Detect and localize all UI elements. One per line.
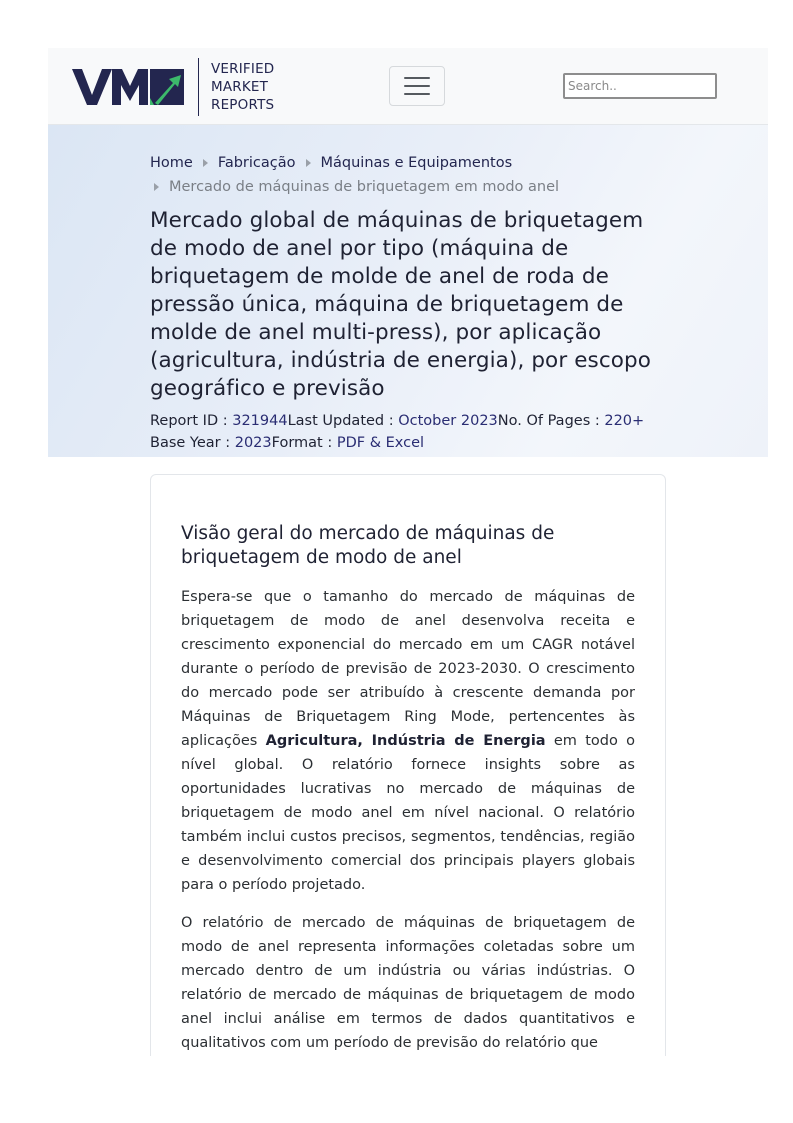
- pages-value: 220+: [604, 413, 645, 429]
- hamburger-icon: [404, 85, 430, 87]
- overview-paragraph-2: O relatório de mercado de máquinas de briquetagem de modo de anel representa informações coletadas sobre um mercado dentro de um indústria ou várias indústrias. O relatório de mercado de máquinas de briquetagem de modo anel inclui análise em termos de dados quantitativos e qualitativos com um período de previsão do relatório que: [181, 915, 635, 1051]
- search-input[interactable]: [563, 73, 717, 99]
- report-hero: [48, 125, 768, 457]
- breadcrumb-current: Mercado de máquinas de briquetagem em modo anel: [169, 179, 560, 195]
- last-updated-label: Last Updated :: [287, 413, 399, 429]
- breadcrumb: [150, 151, 559, 199]
- logo-line-market: MARKET: [211, 79, 269, 95]
- overview-p1-bold: Agricultura, Indústria de Energia: [265, 733, 546, 749]
- hamburger-icon: [404, 77, 430, 79]
- breadcrumb-fabricacao-link[interactable]: Fabricação: [217, 155, 296, 171]
- overview-heading: Visão geral do mercado de máquinas de briquetagem de modo de anel: [181, 523, 555, 568]
- page-frame: [48, 48, 768, 1056]
- brand-logo[interactable]: [72, 58, 274, 116]
- logo-wordmark: [211, 60, 274, 114]
- vmr-logo-icon: [72, 68, 184, 106]
- hamburger-icon: [404, 93, 430, 95]
- chevron-right-icon: [154, 183, 159, 191]
- pages-label: No. Of Pages :: [497, 413, 605, 429]
- report-meta: [150, 410, 644, 454]
- report-id-value: 321944: [232, 413, 288, 429]
- page-title: Mercado global de máquinas de briquetagem de modo de anel por tipo (máquina de briquetagem de molde de anel de roda de pressão única, máquina de briquetagem de molde de anel multi-press), por aplicação (agricultura, indústria de energia), por escopo geográfico e previsão: [150, 208, 651, 401]
- base-year-label: Base Year :: [150, 435, 235, 451]
- format-label: Format :: [271, 435, 337, 451]
- format-value: PDF & Excel: [336, 435, 425, 451]
- chevron-right-icon: [306, 159, 311, 167]
- breadcrumb-home-link[interactable]: Home: [150, 155, 193, 171]
- logo-divider: [198, 58, 199, 116]
- base-year-value: 2023: [234, 435, 272, 451]
- report-id-label: Report ID :: [150, 413, 233, 429]
- logo-line-reports: REPORTS: [211, 97, 275, 113]
- overview-p1-text: Espera-se que o tamanho do mercado de máquinas de briquetagem de modo de anel desenvolva receita e crescimento exponencial do mercado em um CAGR notável durante o período de previsão de 2023-2030. O crescimento do mercado pode ser atribuído à crescente demanda por Máquinas de Briquetagem Ring Mode, pertencentes às aplicações: [181, 589, 635, 749]
- navbar: [48, 48, 768, 125]
- chevron-right-icon: [203, 159, 208, 167]
- menu-toggle-button[interactable]: [389, 66, 445, 106]
- overview-card: [150, 474, 666, 1056]
- overview-paragraph-1: [181, 585, 635, 897]
- last-updated-value: October 2023: [398, 413, 498, 429]
- overview-p1-text-end: em todo o nível global. O relatório fornece insights sobre as oportunidades lucrativas no mercado de máquinas de briquetagem de modo anel em nível nacional. O relatório também inclui custos precisos, segmentos, tendências, região e desenvolvimento comercial dos principais players globais para o período projetado.: [181, 733, 635, 893]
- logo-line-verified: VERIFIED: [211, 61, 275, 77]
- breadcrumb-maquinas-link[interactable]: Máquinas e Equipamentos: [320, 155, 513, 171]
